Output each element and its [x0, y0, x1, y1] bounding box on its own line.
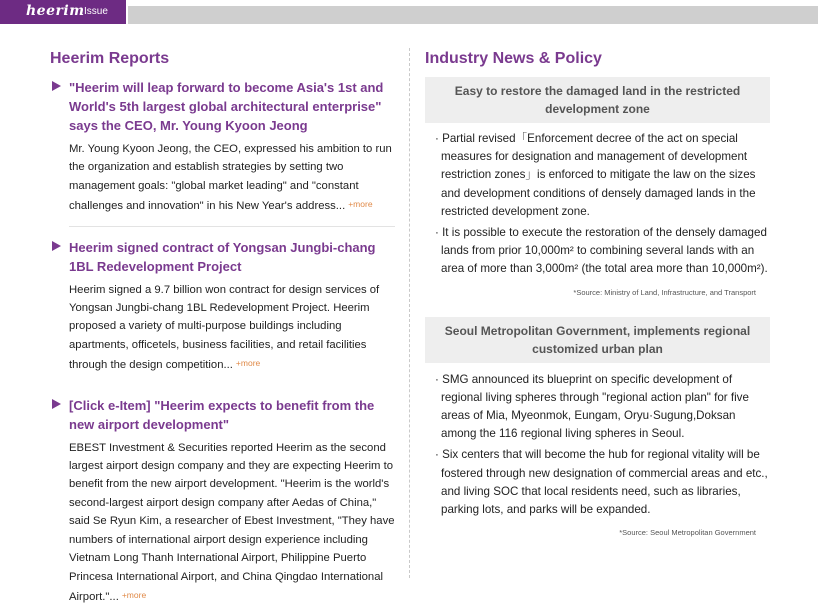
news-source: *Source: Seoul Metropolitan Government — [619, 528, 756, 538]
brand-name: heerim — [26, 3, 85, 19]
report-article — [50, 78, 395, 216]
report-article-title[interactable]: "Heerim will leap forward to become Asia's 1st and World's 5th largest global architectural enterprise" says the CEO, Mr. Young Kyoon Jeong — [69, 80, 384, 133]
news-point: · SMG announced its blueprint on specific development of regional living spheres through "regional action plan" for five areas of Mia, Myeonmok, Eungam, Oryu·Sugung,Doksan among the 116 regional living spheres in Seoul. — [435, 372, 749, 441]
report-article-title[interactable]: Heerim signed contract of Yongsan Jungbi-chang 1BL Redevelopment Project — [69, 239, 376, 274]
report-article-title[interactable]: [Click e-Item] "Heerim expects to benefit from the new airport development" — [69, 397, 375, 432]
triangle-bullet-icon — [52, 81, 61, 91]
news-heading: Seoul Metropolitan Government, implements regional customized urban plan — [425, 317, 770, 363]
top-bar — [0, 0, 818, 26]
news-point: · Six centers that will become the hub for regional vitality will be fostered through new designation of commercial areas and etc., and living SOC that local residents need, such as libraries, parking lots, and parks will be expanded. — [435, 448, 768, 517]
header-strip — [128, 6, 818, 24]
news-column — [425, 50, 770, 537]
triangle-bullet-icon — [52, 399, 61, 409]
report-article-body: Mr. Young Kyoon Jeong, the CEO, expressed his ambition to run the organization and establish strategies by setting two management goals: "global market leading" and "constant challenges and innovation" in his New Year's address... +more — [69, 143, 392, 213]
news-source: *Source: Ministry of Land, Infrastructure, and Transport — [573, 287, 756, 297]
section-label: Issue — [84, 6, 108, 17]
article-separator — [69, 226, 395, 227]
more-link[interactable]: +more — [348, 199, 373, 210]
news-point: · Partial revised「Enforcement decree of the act on special measures for designation and management of development restriction zones」is enforced to mitigate the law on the sizes and development conditions of densely damaged lands in the restricted development zone. — [435, 132, 756, 218]
news-item — [425, 317, 770, 538]
more-link[interactable]: +more — [235, 358, 261, 369]
more-link[interactable]: +more — [121, 589, 147, 600]
reports-column — [50, 50, 395, 606]
report-article — [50, 396, 395, 606]
column-divider — [409, 48, 410, 578]
report-article-body: EBEST Investment & Securities reported Heerim as the second largest airport design company and they are expecting Heerim to benefit from the new airport development. "Heerim is the world's second-largest airport design company after Aedas of China," said Se Ryun Kim, a researcher of Ebest Investment, "They have numbers of international airport design experience including Vietnam Long Thanh International Airport, Philippine Puerto Princesa International Airport, and China Qingdao International Airport."... +more — [69, 441, 395, 603]
news-heading: Easy to restore the damaged land in the restricted development zone — [425, 77, 770, 123]
reports-title: Heerim Reports — [50, 50, 170, 67]
news-item — [425, 77, 770, 297]
triangle-bullet-icon — [52, 241, 61, 251]
news-title: Industry News & Policy — [425, 50, 602, 67]
report-article — [50, 238, 395, 375]
report-article-body: Heerim signed a 9.7 billion won contract for design services of Yongsan Jungbi-chang 1BL Redevelopment Project. Heerim proposed a variety of multi-purpose buildings including apartments, officetels, business facilities, and retail facilities through the design competition... +more — [69, 283, 380, 372]
logo — [0, 0, 126, 24]
news-point: · It is possible to execute the restoration of the densely damaged lands from prior 10,000m² to combining several lands with an area of more than 3,000m² (the total area more than 10,000m²). — [435, 226, 768, 276]
